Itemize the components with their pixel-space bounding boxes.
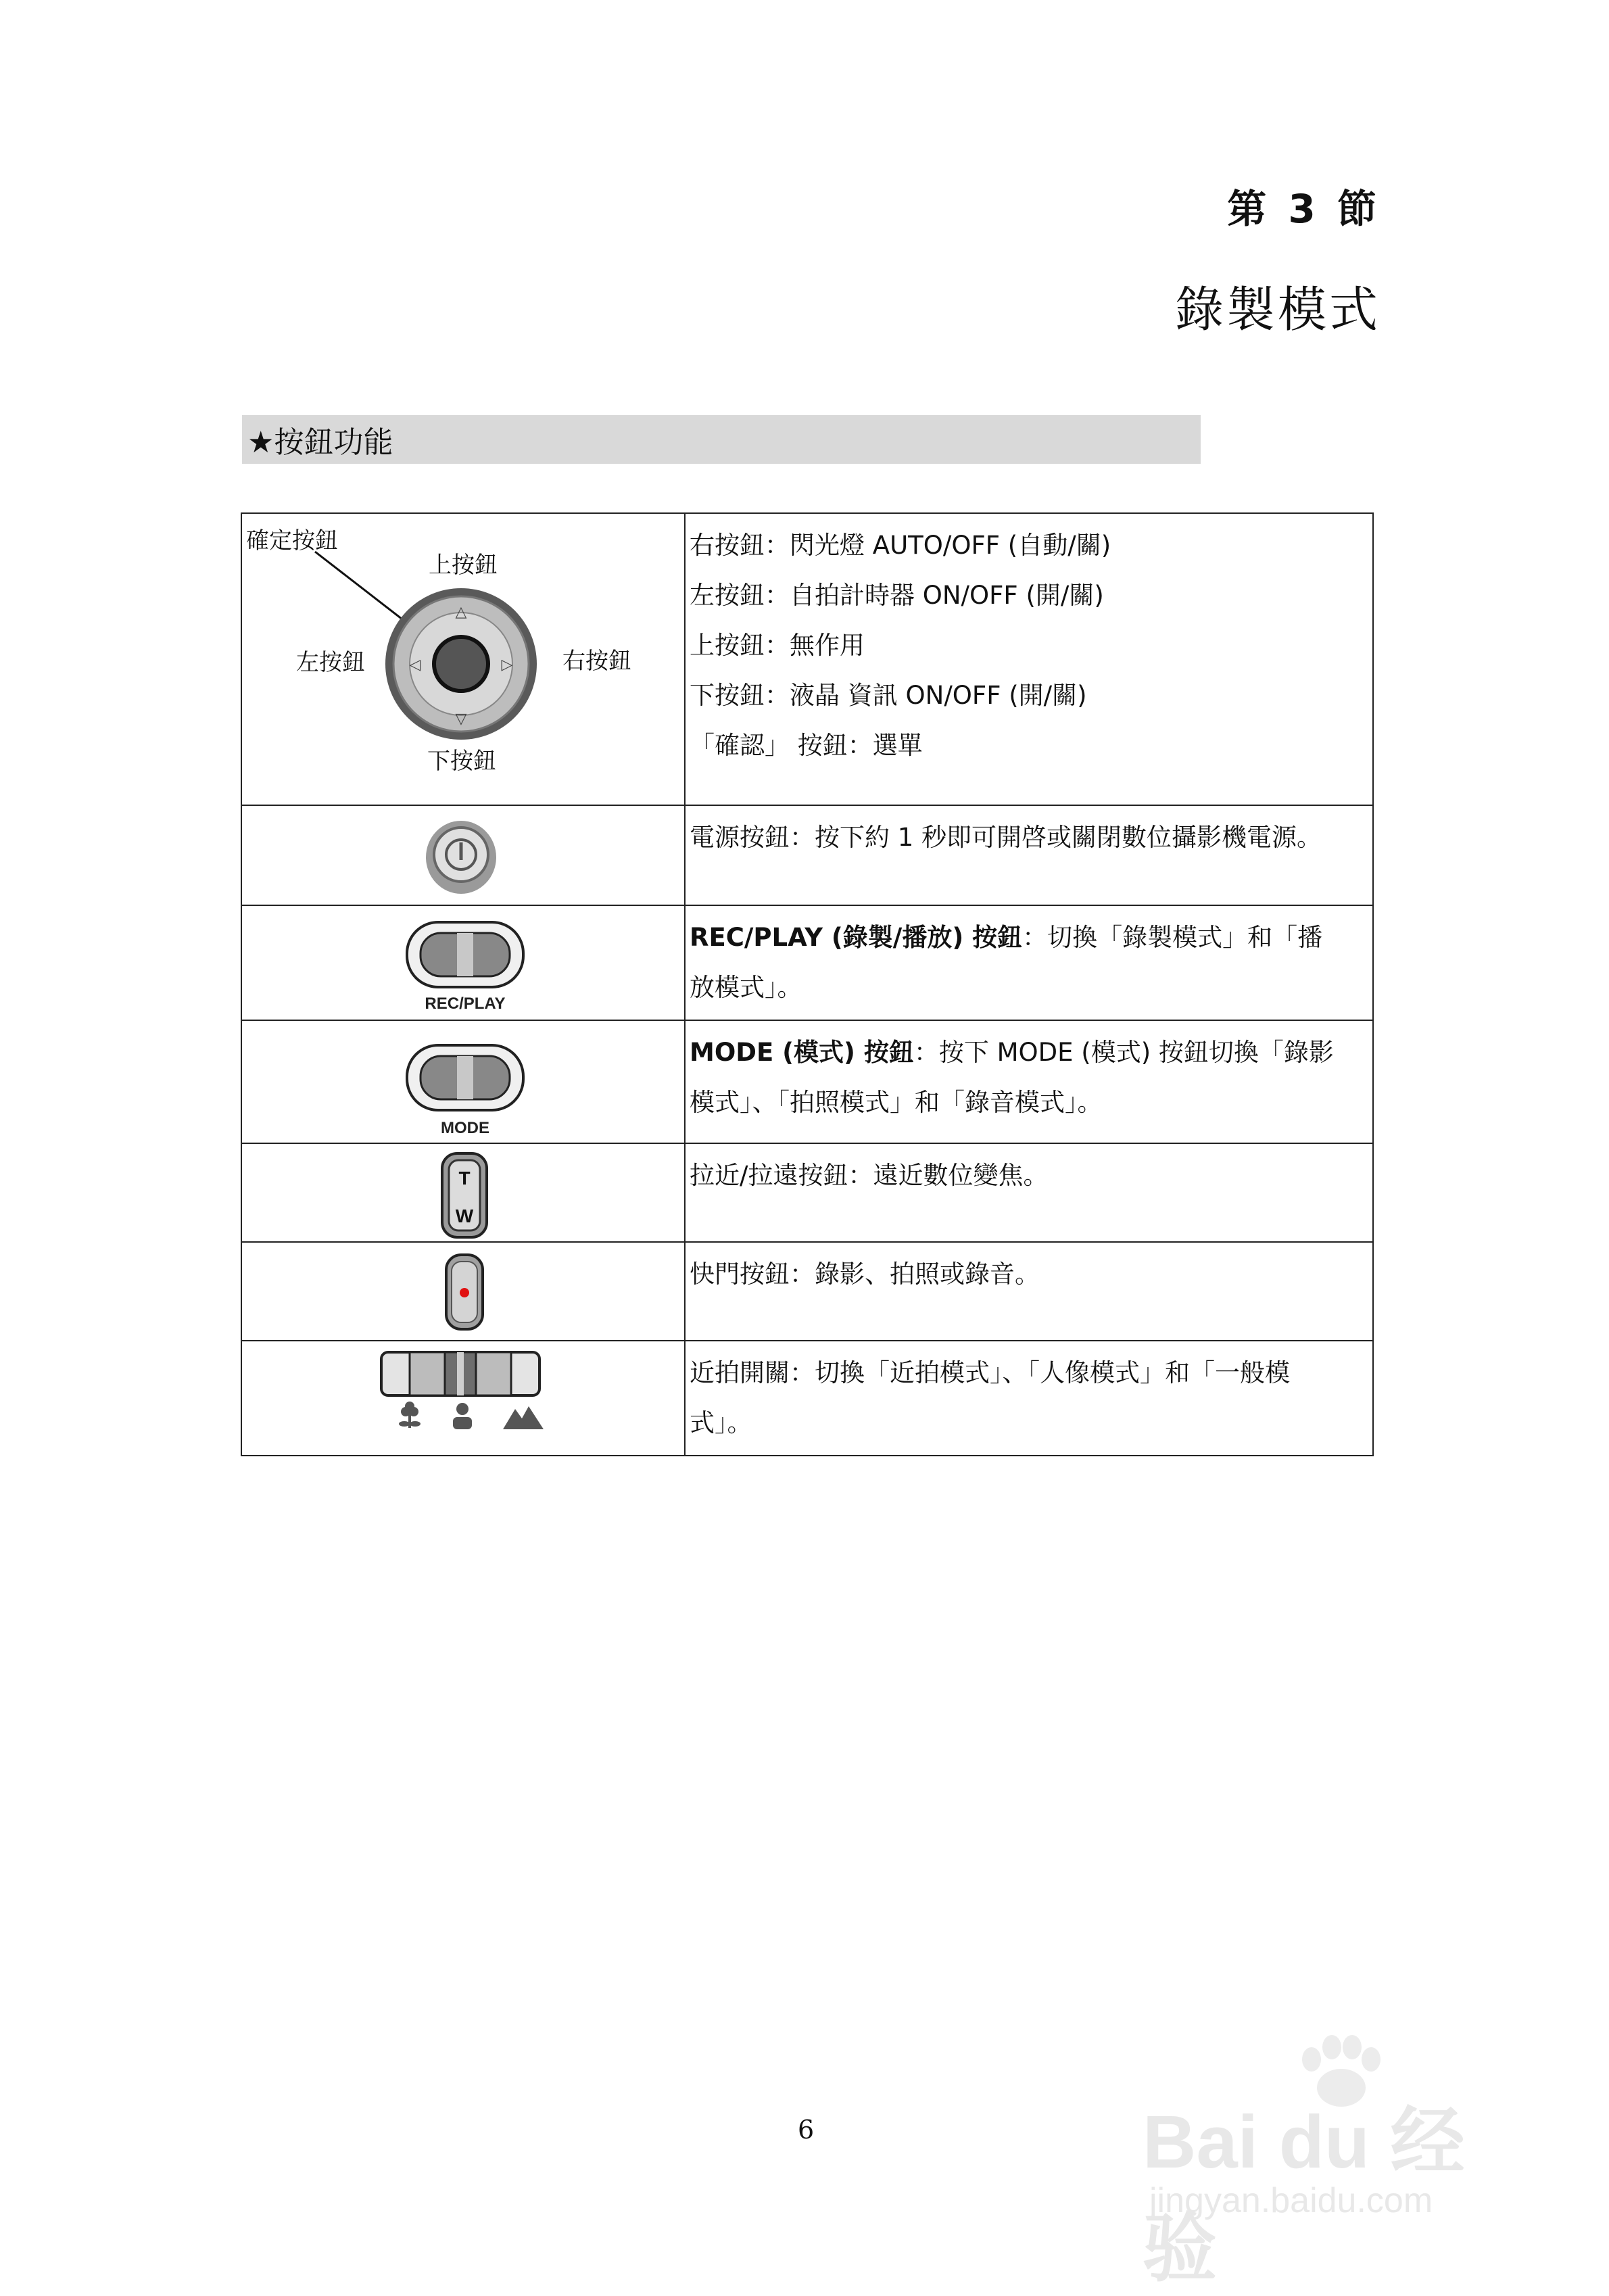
dpad-diagram-cell bbox=[241, 513, 685, 805]
rec-play-desc-2: 放模式」。 bbox=[690, 973, 802, 1002]
macro-switch-cell bbox=[241, 1341, 685, 1456]
table-row bbox=[241, 1242, 1373, 1341]
svg-text:▷: ▷ bbox=[501, 656, 513, 673]
page-number: 6 bbox=[798, 2115, 815, 2145]
shutter-description bbox=[685, 1242, 1373, 1341]
up-label: 上按鈕 bbox=[429, 552, 498, 579]
rec-play-printed-label: REC/PLAY bbox=[425, 995, 506, 1013]
up-button-desc: 上按鈕：無作用 bbox=[690, 631, 865, 660]
zoom-description bbox=[685, 1143, 1373, 1242]
zoom-w-label: W bbox=[455, 1205, 474, 1226]
power-button-desc: 電源按鈕：按下約 1 秒即可開啓或關閉數位攝影機電源。 bbox=[690, 823, 1322, 852]
table-row bbox=[241, 1020, 1373, 1143]
mode-description bbox=[685, 1020, 1373, 1143]
macro-description bbox=[685, 1341, 1373, 1456]
rec-play-desc-1: ：切換「錄製模式」和「播 bbox=[1022, 923, 1323, 952]
confirm-button-desc: 「確認」 按鈕：選單 bbox=[690, 731, 923, 760]
rec-play-title: REC/PLAY (錄製/播放) 按鈕 bbox=[690, 923, 1023, 952]
table-row bbox=[241, 1143, 1373, 1242]
power-description bbox=[685, 805, 1373, 905]
table-row bbox=[241, 513, 1373, 805]
table-row bbox=[241, 805, 1373, 905]
zoom-t-label: T bbox=[458, 1168, 471, 1189]
shutter-button-cell bbox=[241, 1242, 685, 1341]
shutter-button-icon bbox=[242, 1243, 684, 1341]
left-label: 左按鈕 bbox=[296, 649, 365, 676]
watermark bbox=[1143, 2035, 1521, 2291]
section-band bbox=[242, 415, 1201, 464]
mode-button-icon bbox=[242, 1021, 684, 1144]
zoom-button-cell bbox=[241, 1143, 685, 1242]
down-label: 下按鈕 bbox=[427, 748, 496, 775]
power-button-icon bbox=[242, 806, 684, 906]
mode-desc-2: 模式」、「拍照模式」和「錄音模式」。 bbox=[690, 1088, 1103, 1117]
watermark-brand: Bai du 经验 bbox=[1143, 2101, 1465, 2291]
table-row bbox=[241, 905, 1373, 1020]
shutter-button-desc: 快門按鈕：錄影、拍照或錄音。 bbox=[690, 1260, 1040, 1289]
band-label: ★按鈕功能 bbox=[247, 425, 393, 460]
left-button-desc: 左按鈕：自拍計時器 ON/OFF (開/關) bbox=[690, 581, 1104, 610]
flower-icon bbox=[399, 1402, 421, 1428]
chapter-heading: 第 3 節 bbox=[1227, 186, 1380, 232]
mode-desc-1: ：按下 MODE (模式) 按鈕切換「錄影 bbox=[913, 1038, 1334, 1067]
mode-title: MODE (模式) 按鈕 bbox=[690, 1038, 914, 1067]
dpad-description bbox=[685, 513, 1373, 805]
svg-text:◁: ◁ bbox=[409, 656, 421, 673]
svg-text:▽: ▽ bbox=[455, 711, 467, 727]
right-label: 右按鈕 bbox=[562, 648, 631, 675]
watermark-url: jingyan.baidu.com bbox=[1149, 2181, 1433, 2220]
rec-play-button-cell bbox=[241, 905, 685, 1020]
portrait-icon bbox=[453, 1403, 472, 1429]
confirm-label: 確定按鈕 bbox=[246, 527, 338, 554]
svg-text:△: △ bbox=[455, 604, 467, 621]
dpad-icon bbox=[242, 514, 684, 806]
right-button-desc: 右按鈕：閃光燈 AUTO/OFF (自動/關) bbox=[690, 531, 1111, 560]
zoom-button-icon bbox=[242, 1144, 684, 1243]
zoom-button-desc: 拉近/拉遠按鈕：遠近數位變焦。 bbox=[690, 1161, 1049, 1190]
button-function-table bbox=[241, 512, 1374, 1456]
macro-switch-icon bbox=[242, 1341, 684, 1456]
down-button-desc: 下按鈕：液晶 資訊 ON/OFF (開/關) bbox=[690, 681, 1087, 710]
mode-button-cell bbox=[241, 1020, 685, 1143]
power-button-cell bbox=[241, 805, 685, 905]
landscape-icon bbox=[503, 1406, 544, 1429]
macro-desc-2: 式」。 bbox=[690, 1408, 752, 1437]
section-title: 錄製模式 bbox=[1174, 281, 1380, 338]
rec-play-button-icon bbox=[242, 906, 684, 1021]
rec-play-description bbox=[685, 905, 1373, 1020]
table-row bbox=[241, 1341, 1373, 1456]
macro-desc-1: 近拍開關：切換「近拍模式」、「人像模式」和「一般模 bbox=[690, 1358, 1290, 1387]
mode-printed-label: MODE bbox=[441, 1119, 489, 1137]
